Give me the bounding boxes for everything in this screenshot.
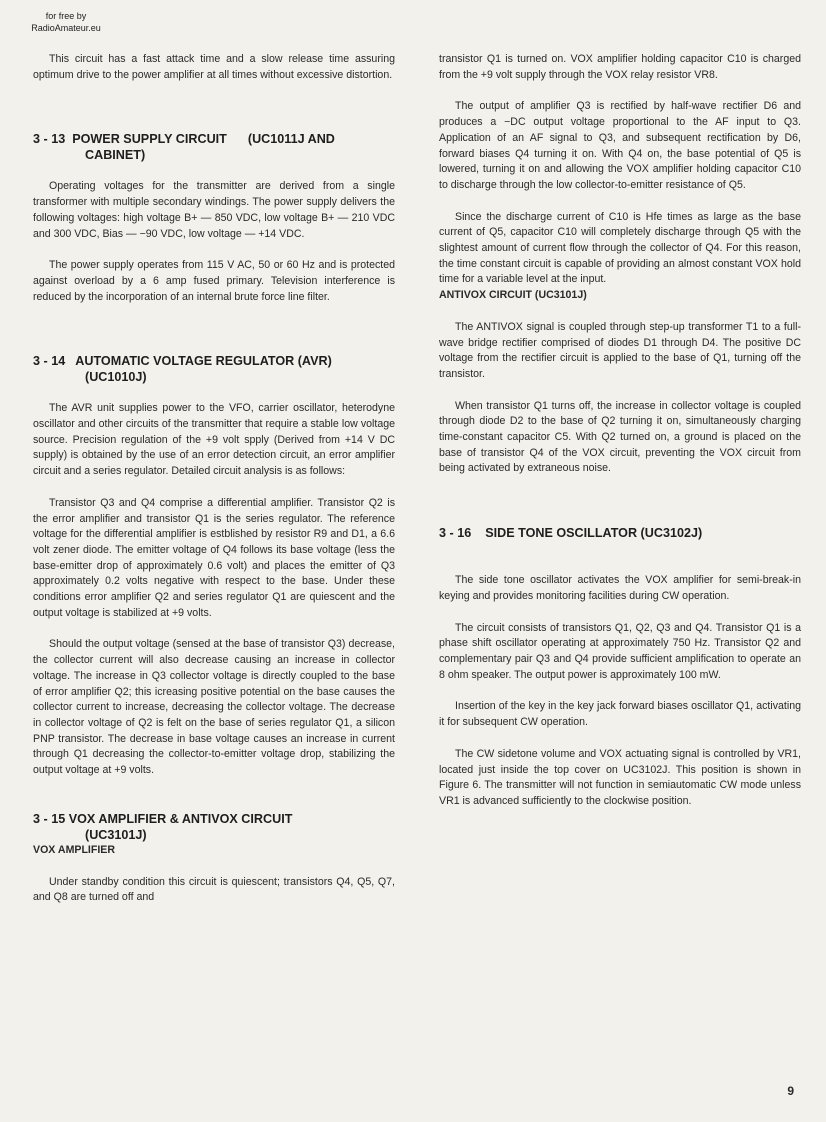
- left-column: [33, 52, 395, 906]
- paragraph: Since the discharge current of C10 is Hfe times as large as the base current of Q5, capacitor C10 will completely discharge through Q5 with the slightest amount of current flow through the collector of Q4. For this reason, the time constant circuit is capable of providing an almost constant VOX hold time for a variable level at the input.: [439, 210, 801, 286]
- paragraph: When transistor Q1 turns off, the increase in collector voltage is coupled through diode D2 to the base of Q2 turning it on, simultaneously charging time-constant capacitor C5. With Q2 turned on, a ground is placed on the base of transistor Q4 of the VOX circuit, preventing the VOX circuit from being activated by extraneous noise.: [439, 399, 801, 475]
- section-title-part2: (UC1010J): [85, 370, 147, 385]
- paragraph: The output of amplifier Q3 is rectified by half-wave rectifier D6 and produces a −DC output voltage proportional to the AF input to Q3. Application of an AF signal to Q3, and subsequent rectification by D6, forward biases Q4 turning it on. With Q4 on, the base potential of Q5 is lowered, turning it on and allowing the VOX amplifier holding capacitor C10 to discharge through the low collector-to-emitter resistance of Q5.: [439, 100, 801, 191]
- section-3-16-heading: [439, 525, 801, 541]
- paragraph: Under standby condition this circuit is quiescent; transistors Q4, Q5, Q7, and Q8 are turned off and: [33, 875, 395, 904]
- section-3-14-heading: [33, 353, 395, 385]
- paragraph: transistor Q1 is turned on. VOX amplifier holding capacitor C10 is charged from the +9 volt supply through the VOX relay resistor VR8.: [439, 53, 801, 81]
- paragraph: The ANTIVOX signal is coupled through step-up transformer T1 to a full-wave bridge rectifier comprised of diodes D1 through D4. The positive DC voltage from the rectifier circuit is applied to the base of Q1, turning off the transistor.: [439, 320, 801, 380]
- page-number: 9: [787, 1084, 794, 1098]
- section-number: 3 - 15: [33, 811, 66, 826]
- section-3-15-heading: [33, 811, 395, 843]
- intro-paragraph: This circuit has a fast attack time and a slow release time assuring optimum drive to the power amplifier at all times without excessive distortion.: [33, 53, 395, 81]
- section-number: 3 - 14: [33, 354, 66, 369]
- section-title: AUTOMATIC VOLTAGE REGULATOR (AVR): [75, 354, 332, 369]
- paragraph: The AVR unit supplies power to the VFO, carrier oscillator, heterodyne oscillator and other circuits of the transmitter that require a stable low voltage source. Precision regulation of the +9 volt spply (Derived from +14 V DC supply) is obtained by the use of an error detection circuit, an error amplifier circuit and a series regulator. Detailed circuit analysis is as follows:: [33, 402, 395, 478]
- paragraph: The CW sidetone volume and VOX actuating signal is controlled by VR1, located just inside the top cover on UC3102J. This position is shown in Figure 6. The transmitter will not function in semiautomatic CW mode unless VR1 is advanced sufficiently to the clockwise position.: [439, 747, 801, 807]
- section-title: POWER SUPPLY CIRCUIT: [72, 132, 227, 147]
- section-number: 3 - 16: [439, 526, 472, 541]
- section-title: SIDE TONE OSCILLATOR (UC3102J): [485, 526, 703, 541]
- paragraph: Should the output voltage (sensed at the base of transistor Q3) decrease, the collector current will also decrease causing an increase in collector voltage. The increase in Q3 collector voltage is directly coupled to the base of error amplifier Q2; this icreasing positive potential on the base causes the collector current to increase, decreasing the collector voltage. The decrease in collector voltage of Q2 is felt on the base of series regulator Q1, a silicon PNP transistor. The decrease in base voltage causes an increase in current through Q1 decreasing the collector-to-emitter voltage drop, stabilizing the output voltage at +9 volts.: [33, 638, 395, 777]
- section-title-part2: (UC1011J AND: [247, 132, 335, 147]
- subheading-vox-amplifier: VOX AMPLIFIER: [33, 843, 116, 856]
- paragraph: Transistor Q3 and Q4 comprise a differential amplifier. Transistor Q2 is the error amplifier and transistor Q1 is the series regulator. The reference voltage for the differential amplifier is estblished by resistor R9 and D1, a 6.6 volt zener diode. The emitter voltage of Q4 follows its base voltage (less the base-emitter drop of approximately 0.6 volt) and places the emitter of Q3 approximately 0.2 volts negative with respect to the base. Under these conditions error amplifier Q2 and series regulator Q1 are quiescent and the output voltage is stabilized at +9 volts.: [33, 496, 395, 619]
- section-title-part2: (UC3101J): [85, 827, 147, 842]
- section-title-part3: CABINET): [85, 148, 146, 163]
- paragraph: The side tone oscillator activates the VOX amplifier for semi-break-in keying and provides monitoring facilities during CW operation.: [439, 574, 801, 602]
- watermark-line2: RadioAmateur.eu: [31, 23, 101, 33]
- paragraph: Insertion of the key in the key jack forward biases oscillator Q1, activating it for subsequent CW operation.: [439, 700, 801, 729]
- subheading-antivox-circuit: ANTIVOX CIRCUIT (UC3101J): [439, 289, 587, 302]
- paragraph: Operating voltages for the transmitter are derived from a single transformer with multiple secondary windings. The power supply delivers the following voltages: high voltage B+ — 850 VDC, low voltage B+ — 210 VDC and 300 VDC, Bias — −90 VDC, low voltage — +14 VDC.: [33, 180, 395, 240]
- paragraph: The circuit consists of transistors Q1, Q2, Q3 and Q4. Transistor Q1 is a phase shift oscillator operating at approximately 750 Hz. Transistor Q2 and complementary pair Q3 and Q4 provide sufficient amplification to operate an 8 ohm speaker. The output power is approximately 100 mW.: [439, 621, 801, 681]
- section-3-13-heading: [33, 131, 395, 163]
- watermark-line1: for free by: [45, 11, 87, 21]
- right-column: [439, 52, 801, 810]
- paragraph: The power supply operates from 115 V AC, 50 or 60 Hz and is protected against overload by a 6 amp fused primary. Television interference is reduced by the incorporation of an internal brute force line filter.: [33, 259, 395, 303]
- section-number: 3 - 13: [33, 132, 66, 147]
- section-title: VOX AMPLIFIER & ANTIVOX CIRCUIT: [68, 811, 293, 826]
- watermark: [16, 10, 116, 34]
